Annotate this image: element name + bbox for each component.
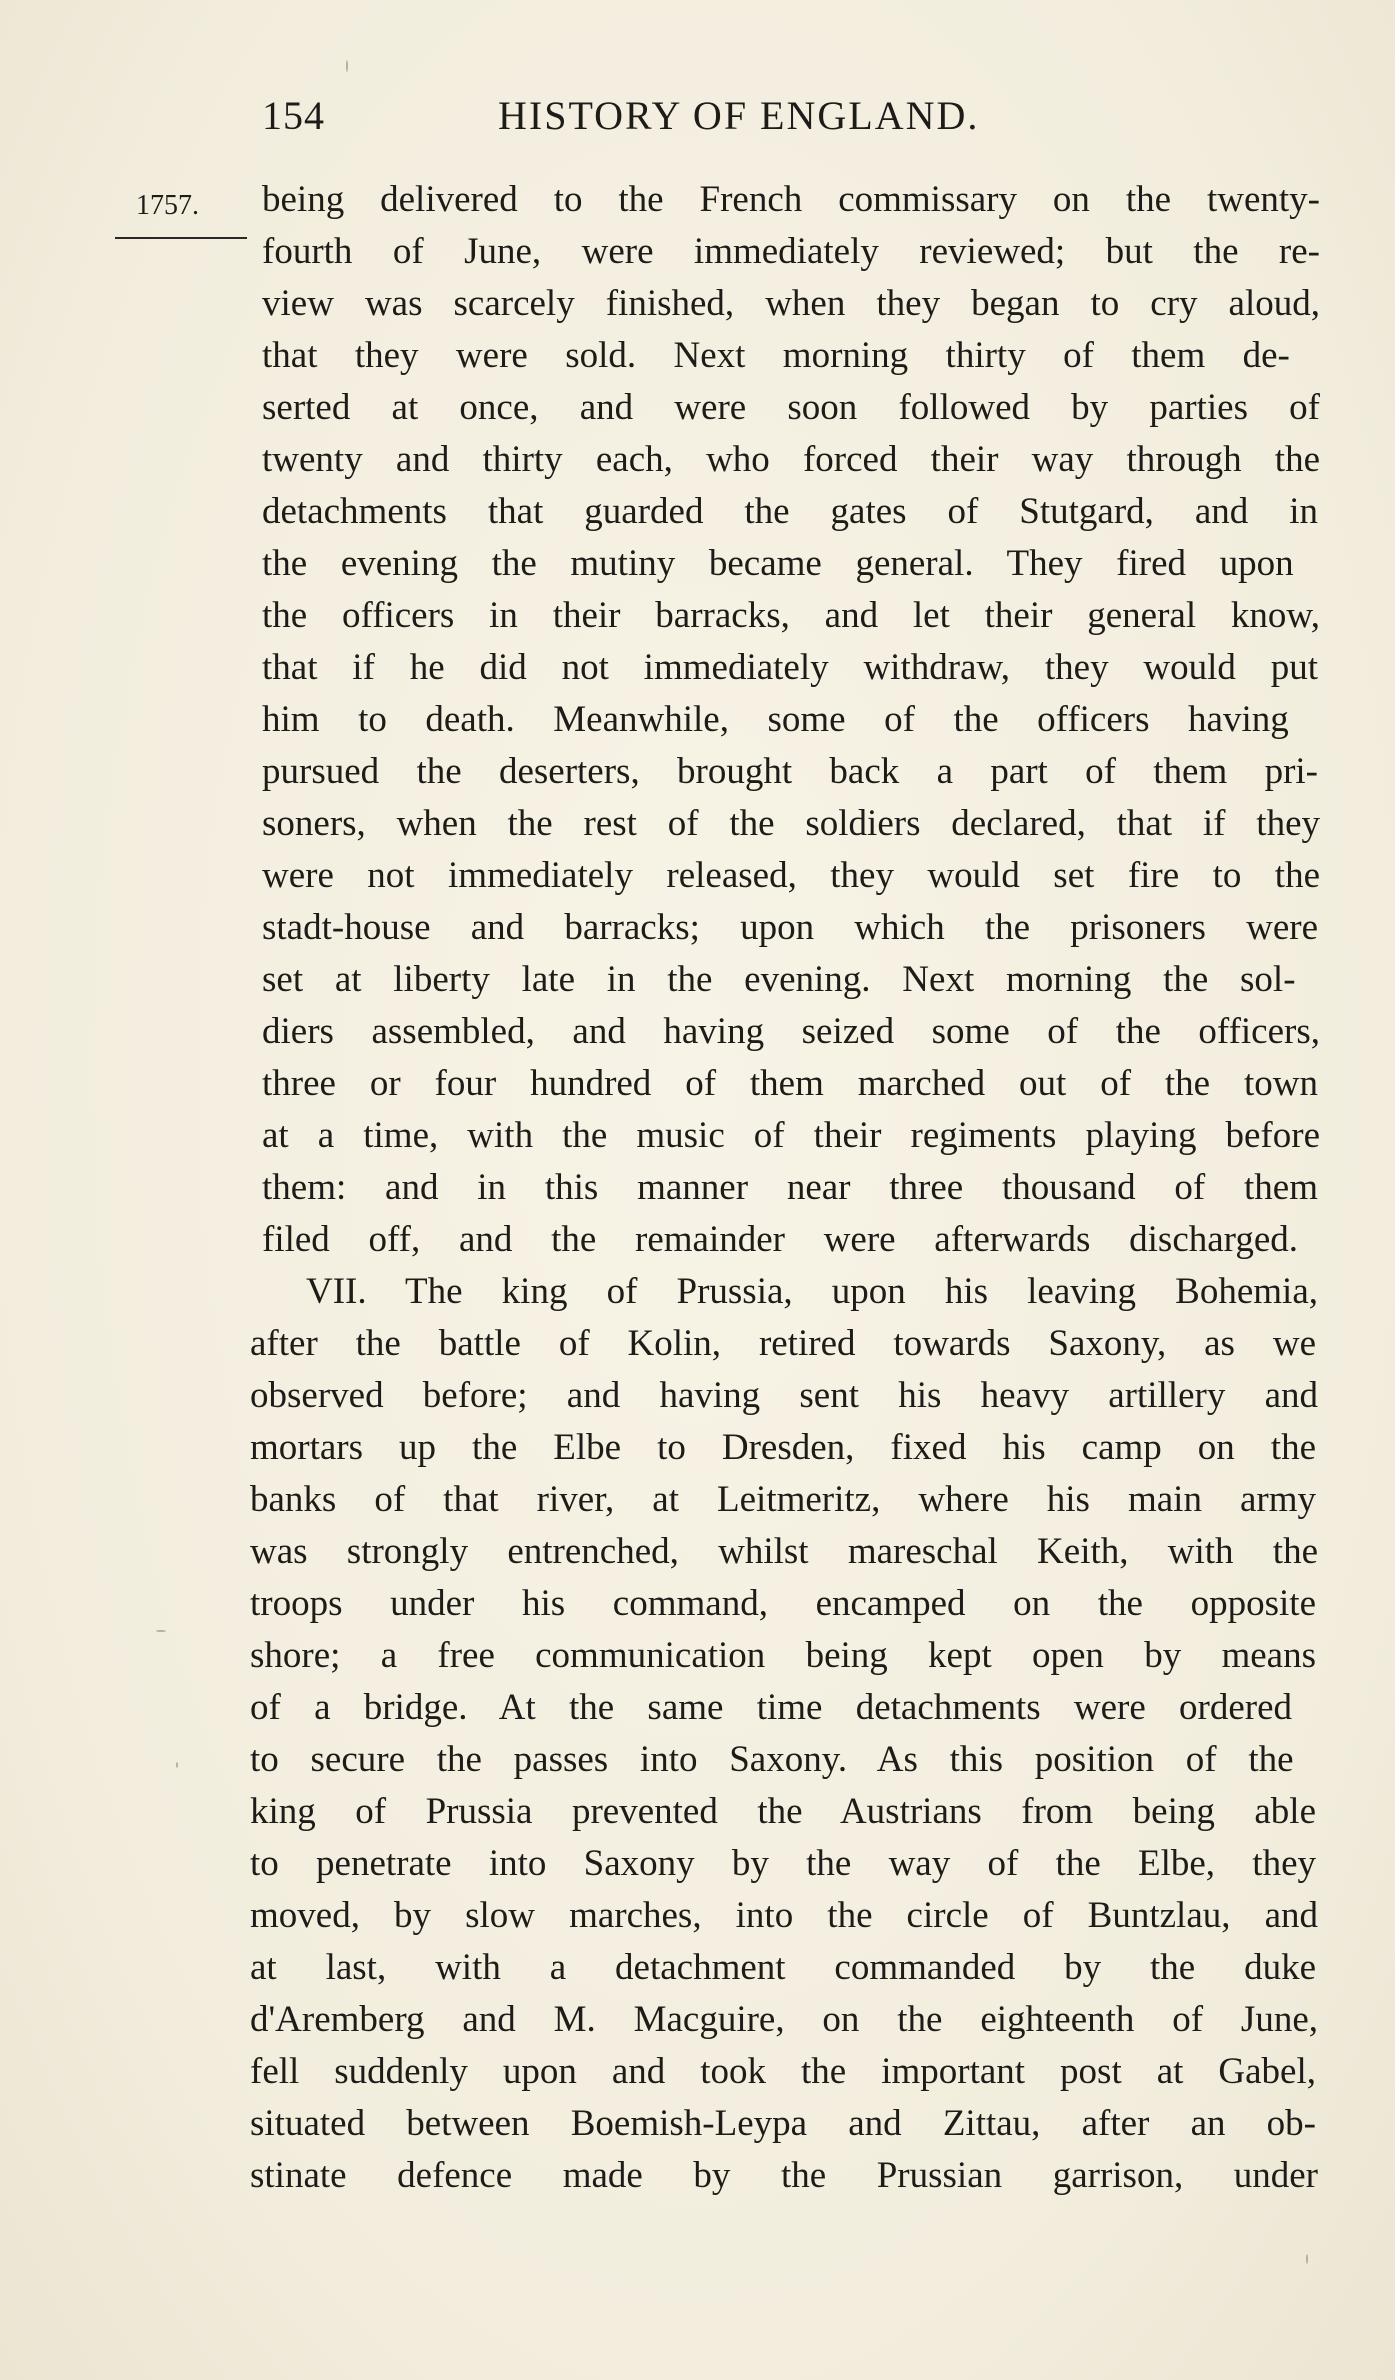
paper-speck — [176, 1762, 178, 1768]
text-line: banks of that river, at Leitmeritz, where his main army — [250, 1479, 1316, 1520]
text-line: stadt-house and barracks; upon which the prisoners were — [262, 907, 1318, 948]
margin-year-note: 1757. — [136, 190, 199, 221]
text-line: that if he did not immediately withdraw, they would put — [262, 647, 1318, 688]
text-line: after the battle of Kolin, retired towards Saxony, as we — [250, 1323, 1316, 1364]
text-line: fourth of June, were immediately reviewed; but the re- — [262, 231, 1320, 272]
text-line: situated between Boemish-Leypa and Zittau, after an ob- — [250, 2103, 1316, 2144]
running-title: HISTORY OF ENGLAND. — [498, 93, 980, 138]
text-line: stinate defence made by the Prussian garrison, under — [250, 2155, 1318, 2196]
text-line: was strongly entrenched, whilst mareschal Keith, with the — [250, 1531, 1318, 1572]
text-line: diers assembled, and having seized some of the officers, — [262, 1011, 1320, 1052]
page-number: 154 — [262, 93, 325, 138]
body-text — [250, 176, 1330, 2236]
text-line: shore; a free communication being kept open by means — [250, 1635, 1316, 1676]
running-head — [262, 92, 1092, 152]
paper-speck — [346, 60, 348, 72]
text-line: to penetrate into Saxony by the way of the Elbe, they — [250, 1843, 1316, 1884]
text-line: them: and in this manner near three thousand of them — [262, 1167, 1318, 1208]
text-line: observed before; and having sent his heavy artillery and — [250, 1375, 1318, 1416]
text-line: that they were sold. Next morning thirty of them de- — [262, 335, 1290, 376]
paper-speck — [1306, 2254, 1308, 2264]
text-line: at a time, with the music of their regiments playing before — [262, 1115, 1320, 1156]
text-line: serted at once, and were soon followed by parties of — [262, 387, 1320, 428]
text-line: filed off, and the remainder were afterwards discharged. — [262, 1219, 1298, 1260]
text-line: pursued the deserters, brought back a part of them pri- — [262, 751, 1318, 792]
text-line: detachments that guarded the gates of Stutgard, and in — [262, 491, 1318, 532]
text-line: view was scarcely finished, when they began to cry aloud, — [262, 283, 1320, 324]
text-line: the officers in their barracks, and let their general know, — [262, 595, 1320, 636]
text-line: king of Prussia prevented the Austrians from being able — [250, 1791, 1316, 1832]
text-line: at last, with a detachment commanded by the duke — [250, 1947, 1316, 1988]
margin-rule — [115, 237, 247, 239]
text-line: twenty and thirty each, who forced their way through the — [262, 439, 1320, 480]
text-line: moved, by slow marches, into the circle of Buntzlau, and — [250, 1895, 1318, 1936]
text-line: being delivered to the French commissary on the twenty- — [262, 179, 1320, 220]
text-line: mortars up the Elbe to Dresden, fixed his camp on the — [250, 1427, 1316, 1468]
text-line: fell suddenly upon and took the important post at Gabel, — [250, 2051, 1316, 2092]
text-line: were not immediately released, they would set fire to the — [262, 855, 1320, 896]
text-line: soners, when the rest of the soldiers declared, that if they — [262, 803, 1320, 844]
text-line: the evening the mutiny became general. They fired upon — [262, 543, 1294, 584]
text-line: set at liberty late in the evening. Next morning the sol- — [262, 959, 1296, 1000]
text-line: three or four hundred of them marched out of the town — [262, 1063, 1318, 1104]
text-line: him to death. Meanwhile, some of the officers having — [262, 699, 1289, 740]
text-line: of a bridge. At the same time detachments were ordered — [250, 1687, 1292, 1728]
text-line: to secure the passes into Saxony. As this position of the — [250, 1739, 1294, 1780]
text-line: VII. The king of Prussia, upon his leaving Bohemia, — [306, 1271, 1318, 1312]
text-line: d'Aremberg and M. Macguire, on the eighteenth of June, — [250, 1999, 1318, 2040]
paper-speck — [156, 1630, 166, 1632]
text-line: troops under his command, encamped on the opposite — [250, 1583, 1316, 1624]
